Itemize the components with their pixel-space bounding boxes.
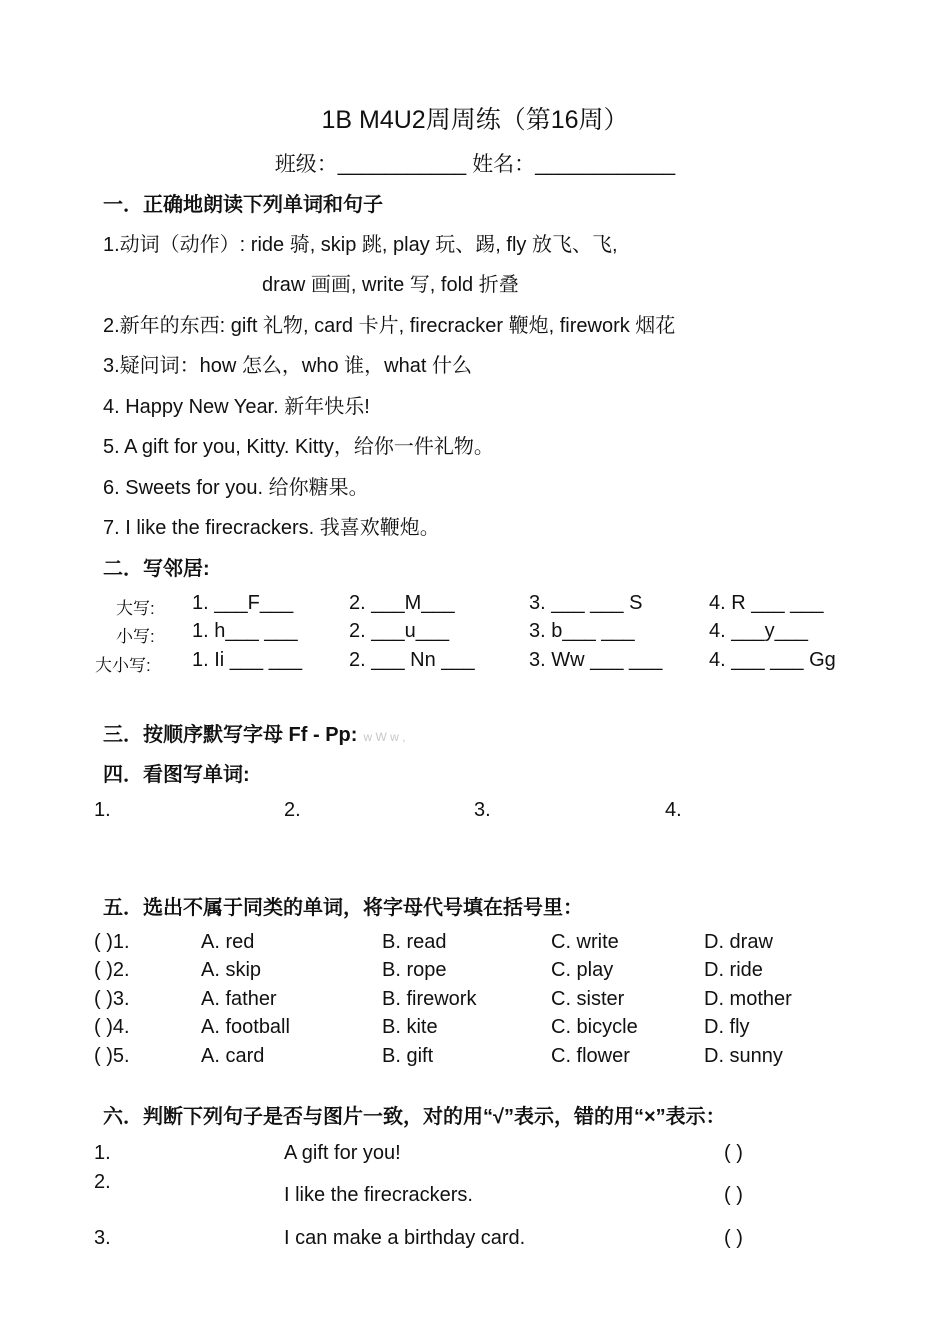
faint-trace-text: w W w ,: [363, 730, 406, 744]
section2-heading: 二．写邻居:: [103, 558, 210, 580]
section5-heading: 五．选出不属于同类的单词，将字母代号填在括号里：: [103, 897, 583, 919]
option: C. sister: [551, 988, 625, 1010]
section1-heading: 一．正确地朗读下列单词和句子: [103, 194, 383, 216]
neighbor-item: 3. Ww ___ ___: [529, 649, 663, 671]
option: A. red: [201, 931, 255, 953]
option: D. fly: [704, 1016, 750, 1038]
option: A. father: [201, 988, 277, 1010]
section1-line: 6. Sweets for you. 给你糖果。: [103, 477, 369, 499]
section1-line: 4. Happy New Year. 新年快乐!: [103, 396, 370, 418]
option: B. read: [382, 931, 447, 953]
neighbor-item: 3. b___ ___: [529, 620, 635, 642]
picture-number: 3.: [474, 799, 491, 821]
option: C. write: [551, 931, 619, 953]
option: C. flower: [551, 1045, 630, 1067]
answer-bracket: ( )5.: [94, 1045, 130, 1067]
option: C. play: [551, 959, 614, 981]
judge-number: 1.: [94, 1142, 111, 1164]
judge-sentence: A gift for you!: [284, 1142, 401, 1164]
neighbor-item: 1. h___ ___: [192, 620, 298, 642]
option: D. draw: [704, 931, 773, 953]
judge-bracket: ( ): [724, 1142, 743, 1164]
answer-bracket: ( )4.: [94, 1016, 130, 1038]
neighbor-item: 2. ___M___: [349, 592, 455, 614]
picture-number: 4.: [665, 799, 682, 821]
section1-line: 5. A gift for you, Kitty. Kitty，给你一件礼物。: [103, 436, 494, 458]
class-name-line: 班级：___________ 姓名：____________: [274, 153, 676, 176]
section1-line: 3.疑问词：how 怎么，who 谁，what 什么: [103, 355, 472, 377]
neighbor-item: 4. ___ ___ Gg: [709, 649, 836, 671]
neighbor-item: 4. R ___ ___: [709, 592, 824, 614]
page-title: 1B M4U2周周练（第16周）: [321, 106, 629, 134]
option: A. card: [201, 1045, 265, 1067]
option: B. rope: [382, 959, 447, 981]
neighbor-item: 4. ___y___: [709, 620, 808, 642]
neighbor-item: 2. ___ Nn ___: [349, 649, 475, 671]
answer-bracket: ( )1.: [94, 931, 130, 953]
option: B. gift: [382, 1045, 434, 1067]
option: D. mother: [704, 988, 792, 1010]
option: D. ride: [704, 959, 763, 981]
section4-heading: 四．看图写单词:: [103, 764, 250, 786]
judge-bracket: ( ): [724, 1184, 743, 1206]
lowercase-label: 小写:: [116, 627, 155, 646]
answer-bracket: ( )3.: [94, 988, 130, 1010]
picture-number: 2.: [284, 799, 301, 821]
answer-bracket: ( )2.: [94, 959, 130, 981]
section3-heading: [103, 718, 405, 747]
judge-number: 2.: [94, 1171, 111, 1193]
uppercase-label: 大写:: [116, 599, 155, 618]
option: A. skip: [201, 959, 262, 981]
section1-line: 7. I like the firecrackers. 我喜欢鞭炮。: [103, 517, 440, 539]
neighbor-item: 3. ___ ___ S: [529, 592, 643, 614]
judge-sentence: I like the firecrackers.: [284, 1184, 473, 1206]
picture-number: 1.: [94, 799, 111, 821]
neighbor-item: 1. Ii ___ ___: [192, 649, 303, 671]
section1-line: 1.动词（动作）: ride 骑, skip 跳, play 玩、踢, fly 放飞、飞,: [103, 234, 618, 256]
section3-heading-text: 三．按顺序默写字母 Ff - Pp:: [103, 724, 358, 746]
option: B. firework: [382, 988, 477, 1010]
judge-number: 3.: [94, 1227, 111, 1249]
judge-sentence: I can make a birthday card.: [284, 1227, 526, 1249]
judge-bracket: ( ): [724, 1227, 743, 1249]
section6-heading: 六．判断下列句子是否与图片一致，对的用“√”表示，错的用“×”表示：: [103, 1106, 726, 1128]
section1-line: 2.新年的东西: gift 礼物, card 卡片, firecracker 鞭炮, firework 烟花: [103, 315, 676, 337]
section1-line: draw 画画, write 写, fold 折叠: [262, 274, 519, 296]
neighbor-item: 2. ___u___: [349, 620, 450, 642]
option: D. sunny: [704, 1045, 783, 1067]
option: A. football: [201, 1016, 290, 1038]
neighbor-item: 1. ___F___: [192, 592, 294, 614]
option: B. kite: [382, 1016, 438, 1038]
option: C. bicycle: [551, 1016, 638, 1038]
mixed-case-label: 大小写:: [95, 656, 151, 675]
